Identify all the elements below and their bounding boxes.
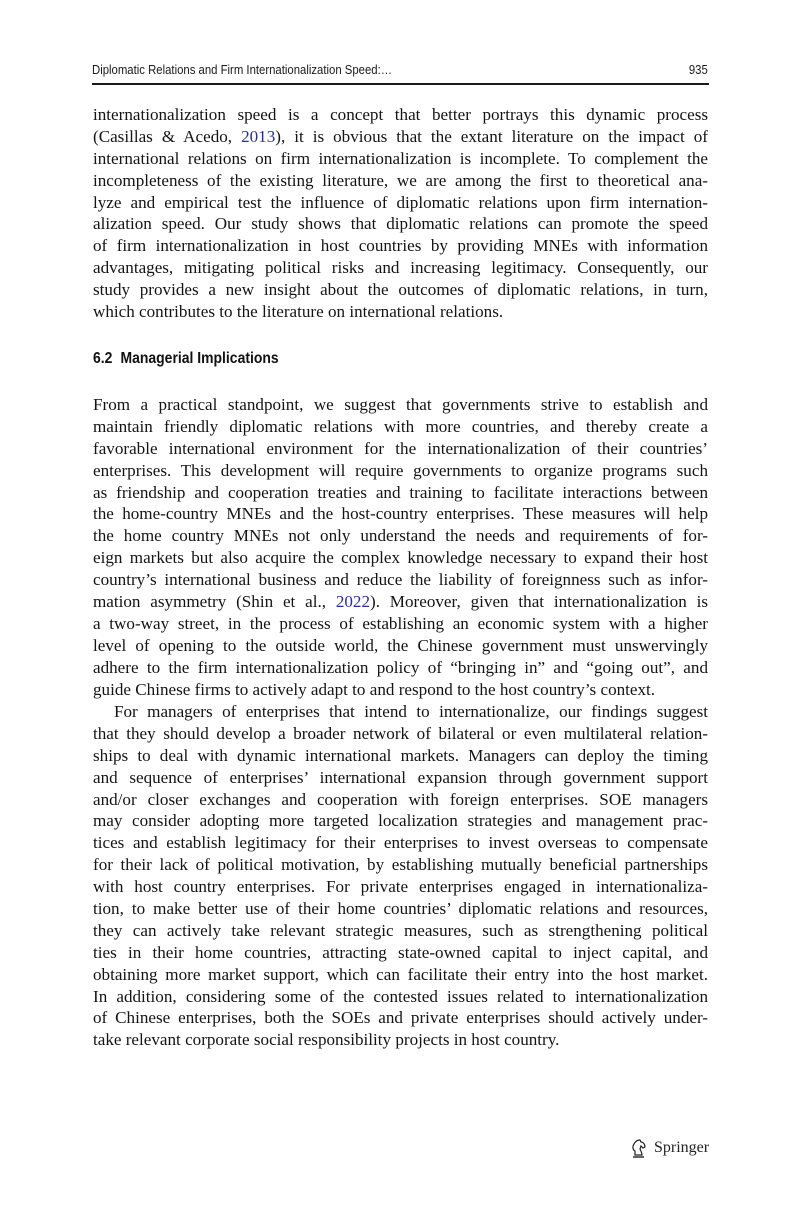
text-line: international relations on firm internationalization is incomplete. To complement the xyxy=(93,148,708,168)
text-line: study provides a new insight about the outcomes of diplomatic relations, in turn, xyxy=(93,280,708,300)
text-line: ties in their home countries, attracting state-owned capital to inject capital, and xyxy=(93,942,708,962)
text-line: eign markets but also acquire the complex knowledge necessary to expand their host xyxy=(93,548,708,568)
citation-link[interactable]: 2013 xyxy=(241,126,276,146)
text-line: the home-country MNEs and the host-country enterprises. These measures will help xyxy=(93,504,708,524)
text-line: In addition, considering some of the contested issues related to internationalization xyxy=(93,986,708,1006)
text-line: adhere to the firm internationalization policy of “bringing in” and “going out”, and xyxy=(93,657,708,677)
text-line: advantages, mitigating political risks and increasing legitimacy. Consequently, our xyxy=(93,258,708,278)
text-line: maintain friendly diplomatic relations with more countries, and thereby create a xyxy=(93,416,708,436)
text-line: and sequence of enterprises’ international expansion through government support xyxy=(93,767,708,787)
text-line: and/or closer exchanges and cooperation with foreign enterprises. SOE managers xyxy=(93,789,708,809)
paragraph-practical-standpoint xyxy=(93,394,708,700)
text-line: may consider adopting more targeted localization strategies and management prac- xyxy=(93,811,708,831)
text-line: incompleteness of the existing literature, we are among the first to theoretical ana- xyxy=(93,170,708,190)
text-line: lyze and empirical test the influence of diplomatic relations upon firm internation- xyxy=(93,192,708,212)
text-line: which contributes to the literature on international relations. xyxy=(93,302,504,322)
running-head xyxy=(92,58,708,80)
publisher-logo xyxy=(630,1136,709,1160)
section-title: Managerial Implications xyxy=(120,350,279,367)
text-line: for their lack of political motivation, by establishing mutually beneficial partnerships xyxy=(93,855,708,875)
publisher-name: Springer xyxy=(654,1139,710,1156)
text-line xyxy=(93,591,708,613)
text-line: they can actively take relevant strategic measures, such as strengthening political xyxy=(93,920,708,940)
paragraph-conclusion xyxy=(93,104,708,323)
text-line: country’s international business and reduce the liability of foreignness such as infor- xyxy=(93,570,708,590)
text-line: that they should develop a broader network of bilateral or even multilateral relation- xyxy=(93,723,708,743)
text-line: a two-way street, in the process of establishing an economic system with a higher xyxy=(93,613,708,633)
text-line: tices and establish legitimacy for their enterprises to invest overseas to compensate xyxy=(93,833,708,853)
text-line: tion, to make better use of their home countries’ diplomatic relations and resources, xyxy=(93,899,708,919)
text-line: internationalization speed is a concept that better portrays this dynamic process xyxy=(93,105,708,124)
text-line: of firm internationalization in host countries by providing MNEs with information xyxy=(93,236,708,256)
header-rule xyxy=(92,83,709,85)
text-line: From a practical standpoint, we suggest that governments strive to establish and xyxy=(93,395,708,414)
running-title: Diplomatic Relations and Firm Internationalization Speed:… xyxy=(92,62,393,77)
text-line: the home country MNEs not only understand the needs and requirements of for- xyxy=(93,526,708,546)
section-number: 6.2 xyxy=(93,350,113,367)
text-line: ships to deal with dynamic international markets. Managers can deploy the timing xyxy=(93,745,708,765)
text-line: favorable international environment for the internationalization of their countries’ xyxy=(93,438,708,458)
citation-link[interactable]: 2022 xyxy=(335,592,371,612)
text-line: level of opening to the outside world, the Chinese government must unswervingly xyxy=(93,635,708,655)
text-line: alization speed. Our study shows that diplomatic relations can promote the speed xyxy=(93,214,708,234)
page-number: 935 xyxy=(688,62,708,77)
text-line: with host country enterprises. For private enterprises engaged in internationaliza- xyxy=(93,877,708,897)
text-line: as friendship and cooperation treaties and training to facilitate interactions between xyxy=(93,482,708,502)
line-text: (Casillas & Acedo, xyxy=(93,126,242,146)
line-text: mation asymmetry (Shin et al., xyxy=(93,592,336,612)
text-line: For managers of enterprises that intend to internationalize, our findings suggest xyxy=(114,702,708,721)
section-heading xyxy=(93,350,279,368)
text-line: guide Chinese firms to actively adapt to and respond to the host country’s context. xyxy=(93,679,656,699)
line-text: ). Moreover, given that internationalization is xyxy=(370,592,708,612)
text-line: enterprises. This development will require governments to organize programs such xyxy=(93,460,708,480)
text-line xyxy=(93,126,708,148)
paragraph-managers xyxy=(93,701,708,1051)
text-line: take relevant corporate social responsibility projects in host country. xyxy=(93,1030,560,1050)
line-text: ), it is obvious that the extant literature on the impact of xyxy=(275,126,708,146)
text-line: of Chinese enterprises, both the SOEs and private enterprises should actively under- xyxy=(93,1008,708,1028)
text-line: obtaining more market support, which can facilitate their entry into the host market. xyxy=(93,964,708,984)
springer-knight-icon xyxy=(630,1138,648,1158)
